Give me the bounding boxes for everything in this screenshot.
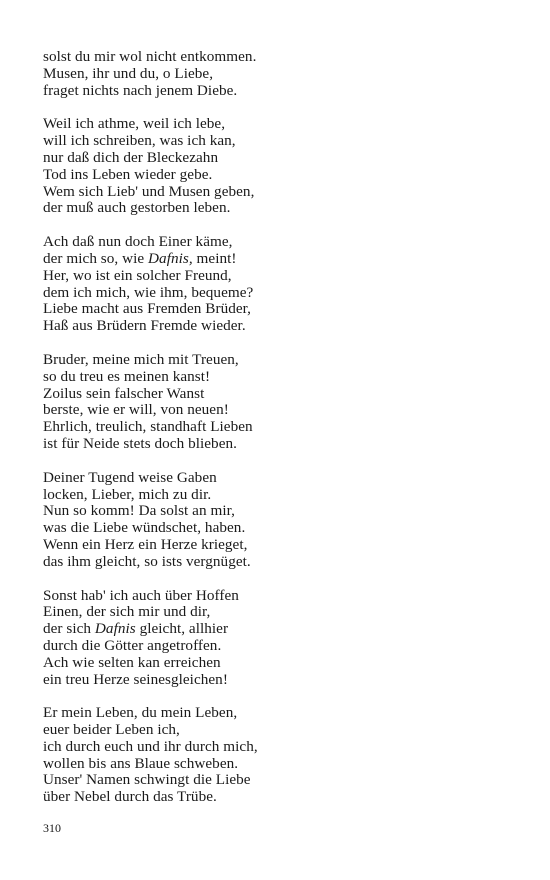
line-text: der sich [43,620,95,638]
poem-line [43,301,523,318]
poem-line [43,672,523,689]
line-text: ich durch euch und ihr durch mich, [43,737,258,755]
poem-line [43,739,523,756]
line-text: der muß auch gestorben leben. [43,199,231,217]
poem-body [43,49,523,823]
poem-line [43,234,523,251]
poem-line [43,554,523,571]
poem-line [43,200,523,217]
poem-line [43,66,523,83]
poem-line [43,369,523,386]
line-text: das ihm gleicht, so ists vergnüget. [43,552,251,570]
poem-line [43,722,523,739]
line-text: Wem sich Lieb' und Musen geben, [43,182,255,200]
line-text: solst du mir wol nicht entkommen. [43,48,257,65]
italic-name: Dafnis [94,620,136,638]
line-text: meint! [192,249,237,267]
poem-line [43,167,523,184]
line-text: Weil ich athme, weil ich lebe, [43,115,226,133]
line-text: Liebe macht aus Fremden Brüder, [43,300,252,318]
line-text: dem ich mich, wie ihm, bequeme? [43,283,254,301]
italic-name: Dafnis, [148,249,193,267]
stanza [43,705,523,806]
line-text: ein treu Herze seinesgleichen! [43,670,228,688]
poem-line [43,470,523,487]
line-text: Wenn ein Herz ein Herze krieget, [43,535,248,553]
line-text: Einen, der sich mir und dir, [43,603,211,621]
stanza [43,234,523,335]
line-text: Zoilus sein falscher Wanst [43,384,205,402]
poem-line [43,621,523,638]
line-text: Sonst hab' ich auch über Hoffen [43,586,239,604]
line-text: der mich so, wie [43,249,149,267]
poem-line [43,419,523,436]
line-text: fraget nichts nach jenem Diebe. [43,81,238,99]
poem-line [43,655,523,672]
poem-line [43,772,523,789]
poem-line [43,789,523,806]
poem-line [43,487,523,504]
poem-line [43,436,523,453]
line-text: gleicht, allhier [135,620,229,638]
line-text: locken, Lieber, mich zu dir. [43,485,212,503]
poem-line [43,268,523,285]
stanza [43,588,523,689]
stanza [43,49,523,99]
poem-line [43,133,523,150]
line-text: euer beider Leben ich, [43,721,180,739]
line-text: Nun so komm! Da solst an mir, [43,502,235,520]
poem-line [43,588,523,605]
line-text: Ach daß nun doch Einer käme, [43,233,233,251]
poem-line [43,49,523,66]
poem-line [43,638,523,655]
line-text: Bruder, meine mich mit Treuen, [43,350,239,368]
line-text: nur daß dich der Bleckezahn [43,148,219,166]
poem-line [43,604,523,621]
line-text: Unser' Namen schwingt die Liebe [43,771,251,789]
poem-line [43,285,523,302]
line-text: Tod ins Leben wieder gebe. [43,165,213,183]
poem-line [43,503,523,520]
line-text: Ach wie selten kan erreichen [43,653,221,671]
line-text: Her, wo ist ein solcher Freund, [43,266,232,284]
line-text: Haß aus Brüdern Fremde wieder. [43,317,246,335]
poem-line [43,318,523,335]
poem-line [43,756,523,773]
poem-line [43,520,523,537]
line-text: über Nebel durch das Trübe. [43,788,217,806]
poem-line [43,116,523,133]
poem-line [43,352,523,369]
poem-line [43,402,523,419]
line-text: durch die Götter angetroffen. [43,636,222,654]
stanza [43,470,523,571]
line-text: Ehrlich, treulich, standhaft Lieben [43,418,253,436]
poem-line [43,184,523,201]
line-text: will ich schreiben, was ich kan, [43,132,236,150]
line-text: wollen bis ans Blaue schweben. [43,754,239,772]
stanza [43,116,523,217]
poem-line [43,386,523,403]
stanza [43,352,523,453]
poem-line [43,537,523,554]
poem-line [43,251,523,268]
line-text: was die Liebe wündschet, haben. [43,519,246,537]
page-number: 310 [43,821,61,835]
poem-line [43,705,523,722]
line-text: berste, wie er will, von neuen! [43,401,229,419]
line-text: Er mein Leben, du mein Leben, [43,704,238,722]
line-text: ist für Neide stets doch blieben. [43,434,237,452]
poem-line [43,83,523,100]
poem-line [43,150,523,167]
line-text: Musen, ihr und du, o Liebe, [43,64,214,82]
line-text: Deiner Tugend weise Gaben [43,468,217,486]
line-text: so du treu es meinen kanst! [43,367,211,385]
